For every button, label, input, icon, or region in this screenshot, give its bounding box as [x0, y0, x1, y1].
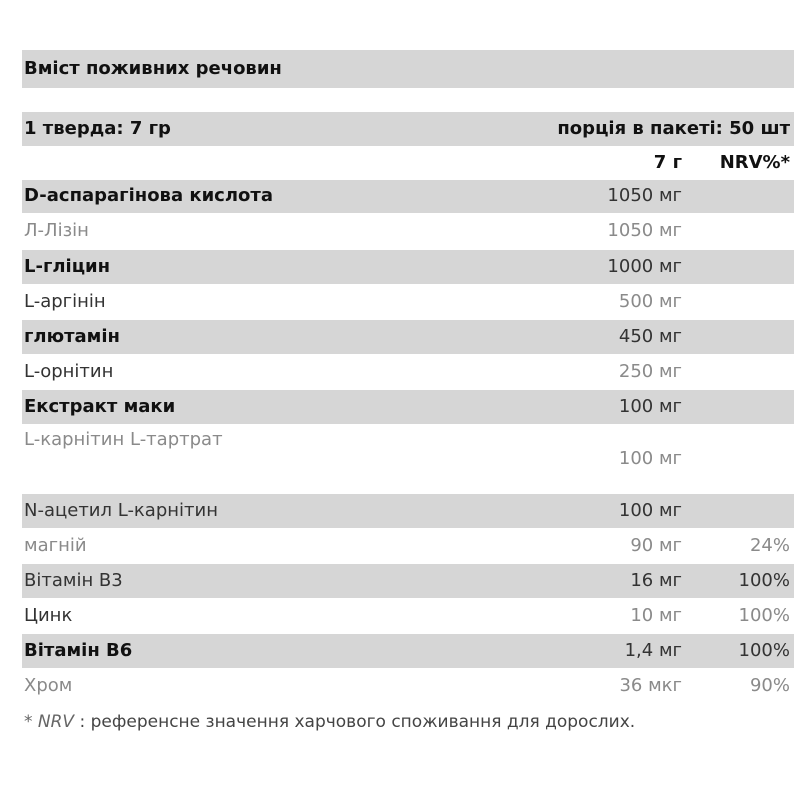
nutrient-name: магній [24, 535, 87, 556]
nutrient-name: L-гліцин [24, 256, 111, 277]
nutrient-amount: 100 мг [618, 448, 682, 469]
nutrient-amount: 1050 мг [607, 220, 682, 241]
nutrient-amount: 1050 мг [607, 185, 682, 206]
footnote [24, 711, 635, 733]
column-header-amount: 7 г [653, 152, 682, 173]
table-row [22, 529, 794, 563]
nutrient-amount: 250 мг [618, 361, 682, 382]
nutrient-nrv: 100% [738, 570, 790, 591]
table-row [22, 214, 794, 248]
column-header-row [22, 148, 794, 178]
servings-per-pack: порція в пакеті: 50 шт [557, 118, 790, 139]
table-title: Вміст поживних речовин [24, 58, 282, 79]
nutrient-amount: 36 мкг [619, 675, 682, 696]
nutrient-amount: 450 мг [618, 326, 682, 347]
nutrient-amount: 1000 мг [607, 256, 682, 277]
nutrient-name: L-карнітин L-тартрат [24, 429, 223, 450]
table-row [22, 426, 794, 492]
serving-size: 1 тверда: 7 гр [24, 118, 171, 139]
nutrient-amount: 500 мг [618, 291, 682, 312]
nutrient-nrv: 100% [738, 640, 790, 661]
nutrient-name: Цинк [24, 605, 73, 626]
nutrient-amount: 90 мг [630, 535, 682, 556]
nutrient-name: Л-Лізін [24, 220, 89, 241]
nutrient-name: Вітамін B6 [24, 640, 133, 661]
nutrient-amount: 100 мг [618, 500, 682, 521]
nutrient-name: D-аспарагінова кислота [24, 185, 273, 206]
nutrient-nrv: 24% [749, 535, 790, 556]
table-row [22, 599, 794, 633]
table-row [22, 180, 794, 213]
nutrient-amount: 16 мг [630, 570, 682, 591]
table-row [22, 355, 794, 389]
nutrient-name: N-ацетил L-карнітин [24, 500, 218, 521]
table-row [22, 669, 794, 703]
table-row [22, 390, 794, 424]
nutrient-name: L-орнітин [24, 361, 114, 382]
nutrient-name: L-аргінін [24, 291, 106, 312]
table-row [22, 564, 794, 598]
table-row [22, 285, 794, 319]
serving-band [22, 112, 794, 146]
nutrient-name: Вітамін B3 [24, 570, 123, 591]
nutrient-amount: 1,4 мг [624, 640, 682, 661]
nutrient-nrv: 100% [738, 605, 790, 626]
nutrient-amount: 100 мг [618, 396, 682, 417]
title-band [22, 50, 794, 88]
nutrient-name: глютамін [24, 326, 120, 347]
nutrient-name: Хром [24, 675, 73, 696]
table-row [22, 494, 794, 528]
nutrient-nrv: 90% [749, 675, 790, 696]
footnote-text: : референсне значення харчового споживання для дорослих. [79, 712, 636, 732]
nutrient-name: Екстракт маки [24, 396, 176, 417]
table-row [22, 634, 794, 668]
table-row [22, 320, 794, 354]
table-row [22, 250, 794, 284]
nutrient-amount: 10 мг [630, 605, 682, 626]
column-header-nrv: NRV%* [719, 152, 790, 173]
footnote-marker: * NRV [24, 712, 75, 732]
